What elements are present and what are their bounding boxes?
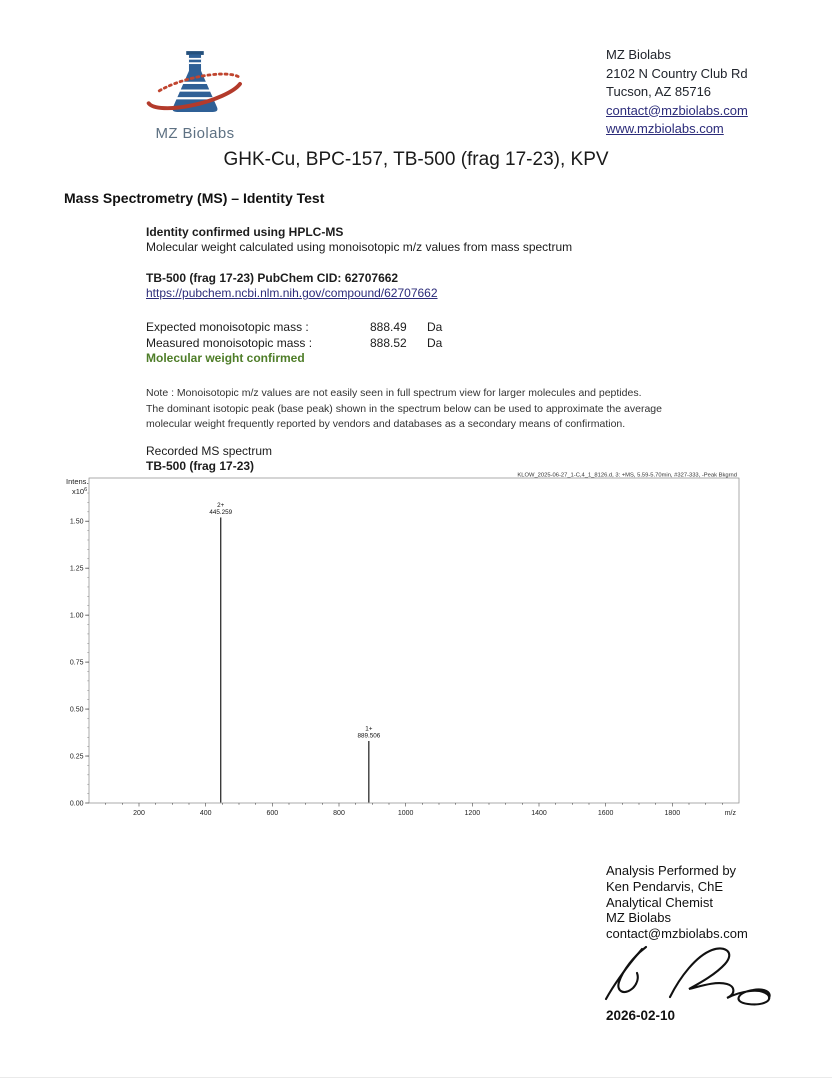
y-tick-label: 0.50 xyxy=(69,706,84,714)
x-tick-label: 1800 xyxy=(664,810,681,817)
website-link[interactable]: www.mzbiolabs.com xyxy=(606,121,724,136)
x-tick-label: 1000 xyxy=(397,810,414,817)
y-axis-unit: $x10^6$ xyxy=(72,487,88,496)
y-tick-label: 0.75 xyxy=(69,659,84,667)
peak-mz-label: 889.506 xyxy=(357,732,381,740)
page-title: GHK-Cu, BPC-157, TB-500 (frag 17-23), KPV xyxy=(223,149,609,170)
mass-value: 888.52 xyxy=(370,336,407,350)
note-line: Note : Monoisotopic m/z values are not easily seen in full spectrum view for larger molecules and peptides. xyxy=(146,387,642,399)
x-tick-label: 1400 xyxy=(531,810,547,817)
mass-row-measured xyxy=(146,335,442,351)
mass-label: Measured monoisotopic mass : xyxy=(146,336,313,350)
peak-charge-label: 2+ xyxy=(217,501,225,509)
note-line: molecular weight frequently reported by vendors and databases as a secondary means of confirmation. xyxy=(146,418,626,430)
x-tick-label: 1600 xyxy=(597,810,614,817)
mass-unit: Da xyxy=(427,320,443,334)
y-tick-label: 0.25 xyxy=(69,753,84,761)
flask-logo-icon xyxy=(140,50,250,118)
y-tick-label: 1.00 xyxy=(69,612,84,620)
spectrum-compound: TB-500 (frag 17-23) xyxy=(146,459,255,473)
identity-line2: Molecular weight calculated using monoisotopic m/z values from mass spectrum xyxy=(146,240,573,254)
contact-email-link[interactable]: contact@mzbiolabs.com xyxy=(606,102,748,118)
pubchem-link[interactable]: https://pubchem.ncbi.nlm.nih.gov/compound/62707662 xyxy=(146,286,438,300)
signature-icon xyxy=(596,941,776,1007)
analyst-line: Ken Pendarvis, ChE xyxy=(606,878,724,894)
ms-spectrum-svg xyxy=(64,470,746,822)
y-tick-label: 1.50 xyxy=(69,518,84,526)
plot-border xyxy=(89,478,739,803)
y-tick-label: 0.00 xyxy=(69,800,84,808)
y-tick-label: 1.25 xyxy=(69,565,84,573)
mass-unit: Da xyxy=(427,336,443,350)
spectrum-intro: Recorded MS spectrum xyxy=(146,444,273,458)
identity-line1: Identity confirmed using HPLC-MS xyxy=(146,225,344,239)
address-line: Tucson, AZ 85716 xyxy=(606,84,712,99)
address-line: MZ Biolabs xyxy=(606,47,672,62)
mass-value: 888.49 xyxy=(370,320,407,334)
compound-title: TB-500 (frag 17-23) PubChem CID: 62707662 xyxy=(146,271,399,285)
peak-mz-label: 445.259 xyxy=(209,508,233,516)
compound-block xyxy=(146,271,438,301)
mass-label: Expected monoisotopic mass : xyxy=(146,320,309,334)
mass-row-expected xyxy=(146,319,442,335)
analyst-line: contact@mzbiolabs.com xyxy=(606,926,748,942)
analyst-block xyxy=(606,863,748,942)
company-address xyxy=(606,46,748,139)
mass-results xyxy=(146,319,442,366)
company-logo xyxy=(128,50,262,142)
address-line: 2102 N Country Club Rd xyxy=(606,65,748,81)
confirmation-status: Molecular weight confirmed xyxy=(146,351,305,365)
analyst-line: Analytical Chemist xyxy=(606,894,713,910)
x-tick-label: 1200 xyxy=(464,810,481,817)
x-tick-label: 200 xyxy=(133,810,145,817)
x-tick-label: 400 xyxy=(199,810,212,817)
ms-spectrum-chart xyxy=(64,470,746,822)
identity-summary xyxy=(146,225,572,255)
section-heading: Mass Spectrometry (MS) – Identity Test xyxy=(64,190,325,206)
y-axis-label: Intens. xyxy=(66,477,89,486)
analyst-line: MZ Biolabs xyxy=(606,910,672,926)
report-date: 2026-02-10 xyxy=(606,1008,676,1023)
signature xyxy=(596,941,776,1012)
analyst-line: Analysis Performed by xyxy=(606,863,737,878)
x-tick-label: 800 xyxy=(333,810,345,817)
x-axis-label: m/z xyxy=(724,810,736,817)
peak-charge-label: 1+ xyxy=(365,725,373,733)
x-tick-label: 600 xyxy=(266,810,279,817)
note-line: The dominant isotopic peak (base peak) shown in the spectrum below can be used to approximate the average xyxy=(146,402,662,415)
logo-caption: MZ Biolabs xyxy=(155,125,235,142)
spectrum-header-text: KLOW_2025-06-27_1-C,4_1_8126.d, 3: +MS, 5.59-5.70min, #327-333, -Peak Bkgrnd xyxy=(517,472,737,479)
note-block xyxy=(146,386,662,433)
